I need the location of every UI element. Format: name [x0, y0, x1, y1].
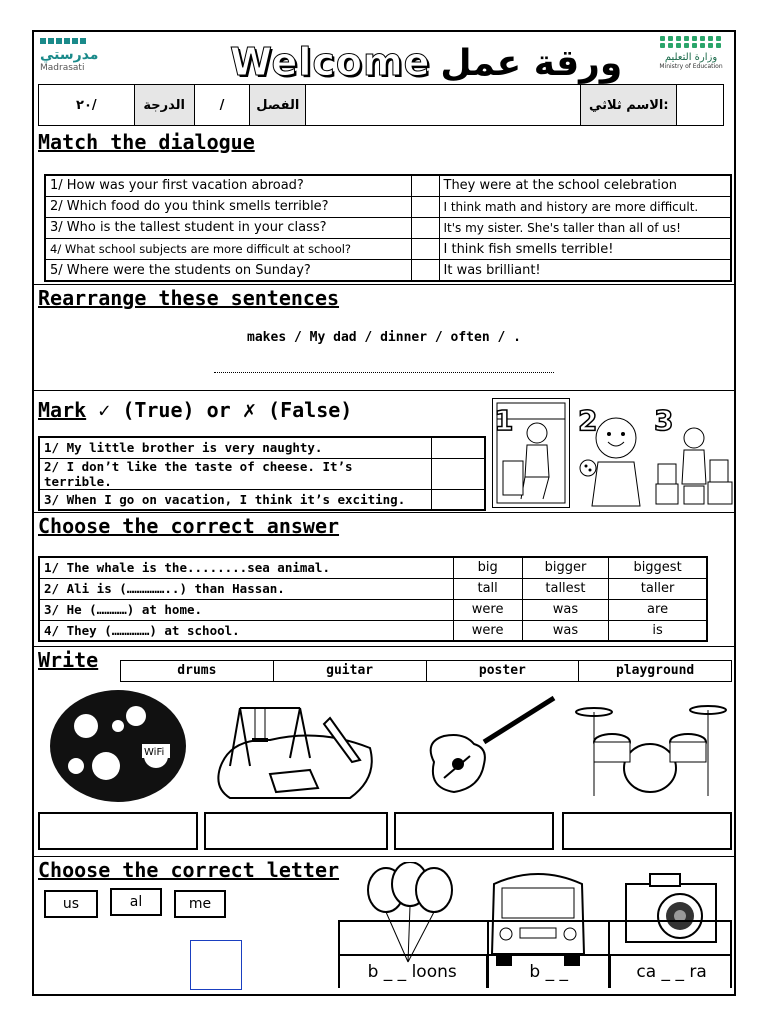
match-table: 1/ How was your first vacation abroad? They were at the school celebration 2/ Which food do you think smells terrible? I think math and history are more difficult. 3/ Who is the tallest student in your class? It's my sister. She's taller than all of us! 4/ What school subjects are more difficult at school? I think fish smells terrible! 5/ Where were the students on Sunday? It was brilliant!	[44, 174, 732, 282]
letter-option-al[interactable]: al	[110, 888, 162, 916]
match-title: Match the dialogue	[38, 130, 255, 154]
option[interactable]: is	[609, 620, 707, 641]
option[interactable]: tall	[453, 578, 522, 599]
word-poster: poster	[427, 661, 580, 681]
answer-line[interactable]	[214, 372, 554, 373]
picture-number: 2	[578, 404, 598, 437]
write-answer-box-4[interactable]	[562, 812, 732, 850]
ministry-logo: وزارة التعليم Ministry of Education	[656, 36, 726, 82]
madrasati-logo: مدرستي Madrasati	[40, 38, 110, 84]
match-answer-cell[interactable]	[411, 260, 439, 281]
mark-cell[interactable]	[431, 489, 485, 510]
truefalse-table: 1/ My little brother is very naughty. 2/ I don’t like the taste of cheese. It’s terrible. 3/ When I go on vacation, I think it’s exciting.	[38, 436, 486, 511]
option[interactable]: was	[522, 599, 608, 620]
write-answer-box-1[interactable]	[38, 812, 198, 850]
mark-cell[interactable]	[431, 458, 485, 489]
blank-camera[interactable]: ca _ _ ra	[636, 962, 707, 982]
name-label: الاسم ثلاثي:	[581, 85, 677, 125]
option[interactable]: taller	[609, 578, 707, 599]
option[interactable]: are	[609, 599, 707, 620]
playground-picture	[210, 688, 380, 806]
divider	[34, 284, 734, 285]
option[interactable]: biggest	[609, 557, 707, 578]
word-bank	[120, 660, 732, 682]
picture-number: 3	[654, 404, 674, 437]
grade-value: ٢٠/	[39, 85, 135, 125]
word-playground: playground	[615, 663, 695, 678]
option[interactable]: bigger	[522, 557, 608, 578]
cross-icon: ✗	[242, 398, 256, 423]
option[interactable]: were	[453, 620, 522, 641]
guitar-picture	[414, 692, 564, 802]
divider	[34, 856, 734, 857]
write-answer-box-3[interactable]	[394, 812, 554, 850]
option[interactable]: was	[522, 620, 608, 641]
svg-text:WiFi: WiFi	[144, 747, 165, 758]
truefalse-title: Mark ✓ (True) or ✗ (False)	[38, 398, 353, 423]
divider	[34, 646, 734, 647]
drums-picture	[572, 692, 728, 802]
word-guitar: guitar	[274, 661, 427, 681]
option[interactable]: tallest	[522, 578, 608, 599]
letter-option-me[interactable]: me	[174, 890, 226, 918]
blue-answer-box[interactable]	[190, 940, 242, 990]
write-title: Write	[38, 648, 99, 672]
blank-cell	[677, 85, 723, 125]
student-info-row	[38, 84, 724, 126]
choose-table: 1/ The whale is the........sea animal. big bigger biggest 2/ Ali is (……………..) than Hassan. tall tallest taller 3/ He (…………) at home. were was are 4/ They (……………) at school. were was is	[38, 556, 708, 642]
rearrange-title: Rearrange these sentences	[38, 286, 340, 310]
check-icon: ✓	[98, 398, 111, 422]
picture-number: 1	[494, 404, 514, 437]
choose-title: Choose the correct answer	[38, 514, 340, 538]
grade-label: الدرجة	[135, 85, 195, 125]
divider	[34, 390, 734, 391]
worksheet-title: Welcome ورقة عمل	[230, 40, 623, 84]
blank-balloons[interactable]: b _ _ loons	[338, 956, 488, 988]
worksheet-page	[32, 30, 736, 996]
class-value: /	[195, 85, 251, 125]
letters-blank-row	[338, 954, 732, 988]
rearrange-sentence: makes / My dad / dinner / often / .	[247, 330, 521, 345]
write-answer-box-2[interactable]	[204, 812, 388, 850]
match-answer-cell[interactable]	[411, 196, 439, 217]
match-answer-cell[interactable]	[411, 239, 439, 260]
mark-cell[interactable]	[431, 437, 485, 458]
poster-collage-picture	[46, 686, 190, 806]
match-answer-cell[interactable]	[411, 217, 439, 238]
letter-option-us[interactable]: us	[44, 890, 98, 918]
letters-title: Choose the correct letter	[38, 858, 340, 882]
word-drums: drums	[121, 661, 274, 681]
blank-bus[interactable]: b _ _	[488, 956, 611, 988]
name-field[interactable]	[306, 85, 581, 125]
divider	[34, 512, 734, 513]
class-label: الفصل	[250, 85, 306, 125]
option[interactable]: were	[453, 599, 522, 620]
match-answer-cell[interactable]	[411, 175, 439, 196]
option[interactable]: big	[453, 557, 522, 578]
